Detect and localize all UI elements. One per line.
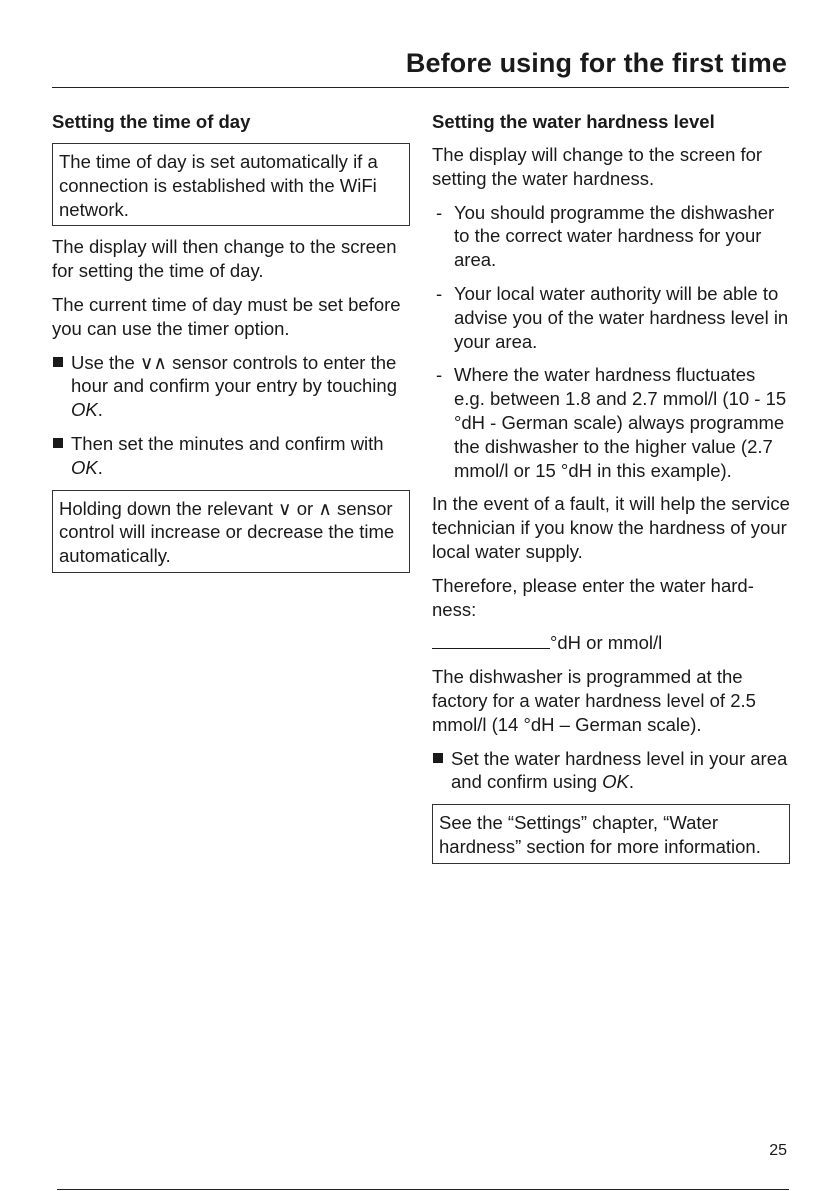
paragraph-factory-setting: The dishwasher is programmed at the factory for a water hardness level of 2.5 mmol/l (14 °dH – German scale). bbox=[432, 666, 756, 735]
hardness-entry-line: °dH or mmol/l bbox=[432, 631, 790, 655]
page-title: Before using for the first time bbox=[405, 48, 787, 78]
page-number: 25 bbox=[769, 1142, 787, 1159]
header-divider bbox=[52, 87, 789, 88]
dash-list bbox=[432, 201, 790, 483]
section-heading-water-hardness: Setting the water hardness level bbox=[432, 111, 715, 132]
dash-item: - Your local water authority will be able to advise you of the water hardness level in your area. bbox=[436, 282, 789, 352]
instruction-step: Then set the minutes and confirm with OK. bbox=[52, 432, 410, 480]
paragraph-fault: In the event of a fault, it will help the service technician if you know the hardness of your local water supply. bbox=[432, 493, 790, 562]
left-column bbox=[52, 110, 410, 582]
paragraph-display-change: The display will then change to the screen for setting the time of day. bbox=[52, 236, 397, 282]
paragraph-timer-option: The current time of day must be set before you can use the timer option. bbox=[52, 293, 401, 339]
dash-item: - Where the water hardness fluctuates e.g. between 1.8 and 2.7 mmol/l (10 - 15 °dH - German scale) always programme the dishwasher to the higher value (2.7 mmol/l or 15 °dH in this example). bbox=[436, 364, 787, 481]
instruction-step: Use the ∨∧ sensor controls to enter the hour and confirm your entry by touching OK. bbox=[52, 351, 410, 422]
blank-line bbox=[432, 633, 550, 649]
instruction-list bbox=[432, 747, 790, 795]
paragraph-enter-hardness: Therefore, please enter the water hardness: bbox=[432, 574, 754, 620]
note-box-holding: Holding down the relevant ∨ or ∧ sensor control will increase or decrease the time automatically. bbox=[52, 490, 410, 573]
paragraph-intro: The display will change to the screen for setting the water hardness. bbox=[432, 144, 763, 189]
instruction-step: Set the water hardness level in your area and confirm using OK. bbox=[432, 747, 790, 795]
section-heading-time-of-day: Setting the time of day bbox=[52, 111, 251, 132]
note-box-settings: See the “Settings” chapter, “Water hardness” section for more information. bbox=[432, 804, 790, 864]
footer-divider bbox=[57, 1189, 789, 1190]
note-box-wifi: The time of day is set automatically if a connection is established with the WiFi network. bbox=[52, 143, 410, 226]
instruction-list bbox=[52, 351, 410, 480]
dash-item: - You should programme the dishwasher to the correct water hardness for your area. bbox=[436, 201, 775, 271]
right-column bbox=[432, 110, 790, 873]
